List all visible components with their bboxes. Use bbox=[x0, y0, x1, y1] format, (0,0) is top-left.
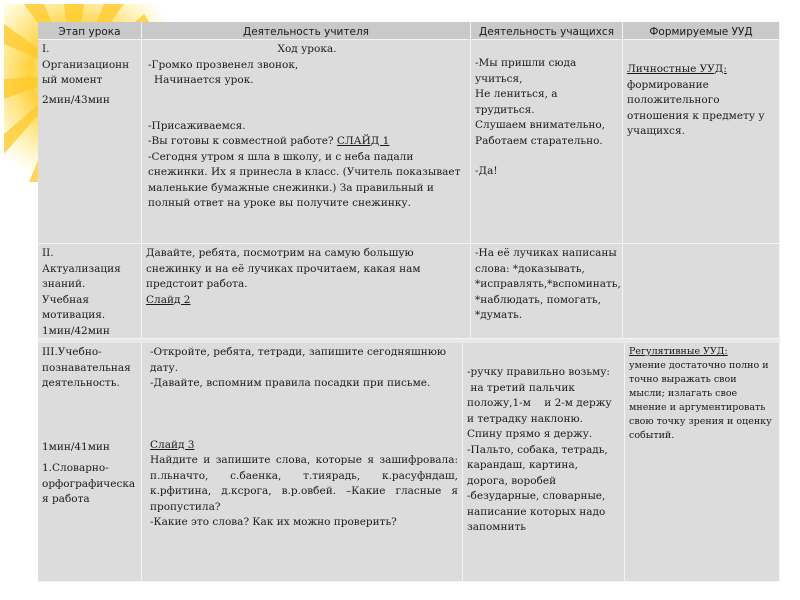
row3-stage-sub: 1.Словарно- bbox=[42, 462, 109, 474]
row3-stage-time: 1мин/41мин bbox=[42, 440, 110, 453]
row3-students-line: -ручку правильно возьму: bbox=[467, 366, 610, 378]
row2-stage-line: Учебная bbox=[42, 293, 89, 306]
row3-students-line: на третий пальчик bbox=[467, 381, 575, 394]
row2-students bbox=[471, 244, 623, 339]
row3-stage-line: познавательная bbox=[42, 361, 131, 374]
row1-students-line: -Мы пришли сюда bbox=[475, 57, 577, 69]
row3-uud-title: Регулятивные УУД: bbox=[629, 346, 728, 357]
row1-students bbox=[471, 40, 623, 244]
row3-uud bbox=[625, 343, 780, 582]
row1-students-line: учиться, bbox=[475, 72, 523, 85]
row3-students bbox=[463, 343, 625, 582]
row1-uud-text: формирование положительного отношения к предмету у учащихся. bbox=[627, 78, 765, 137]
row1-students-line: Работаем старательно. bbox=[475, 134, 603, 147]
row3-stage-line: III.Учебно- bbox=[42, 346, 102, 358]
row1-students-line: Не лениться, а bbox=[475, 88, 558, 100]
row1-stage-line: ый момент bbox=[42, 74, 103, 86]
row2-stage-line: Актуализация bbox=[42, 262, 121, 275]
row1-teacher-question bbox=[148, 134, 466, 150]
row3-stage-line: деятельность. bbox=[42, 377, 120, 389]
row1-teacher-title: Ход урока. bbox=[277, 43, 337, 55]
row3-teacher-question: -Какие это слова? Как их можно проверить? bbox=[150, 516, 397, 528]
row1-uud bbox=[623, 40, 780, 244]
row2-students-text: -На её лучиках написаны слова: *доказывать, *исправлять,*вспоминать, *наблюдать, помогать, *думать. bbox=[475, 247, 621, 321]
row1-stage-time: 2мин/43мин bbox=[42, 93, 110, 106]
row3-students-line: положу,1-м и 2-м держу bbox=[467, 397, 612, 409]
row2-teacher-text: Давайте, ребята, посмотрим на самую большую снежинку и на её лучиках прочитаем, какая нам предстоит работа. bbox=[146, 247, 421, 290]
row1-students-answer: -Да! bbox=[475, 165, 498, 177]
row2-stage-line: мотивация. bbox=[42, 309, 106, 321]
row3-teacher-task: Найдите и запишите слова, которые я зашифровала: п.льначто, с.баенка, т.тиярадь, к.расуфндаш, к.рфитина, д.ксрога, в.р.овбей. –Какие гласные я пропустила? bbox=[150, 454, 458, 513]
row1-teacher-line: -Присаживаемся. bbox=[148, 119, 246, 132]
header-stage: Этап урока bbox=[38, 22, 142, 40]
row1-teacher-line: Начинается урок. bbox=[154, 74, 254, 86]
row2-uud bbox=[623, 244, 780, 339]
row3-students-line: -Пальто, собака, тетрадь, bbox=[467, 443, 608, 456]
row3-students-line: и тетрадку наклоню. bbox=[467, 412, 583, 425]
row3-uud-text: умение достаточно полно и точно выражать свои мысли; излагать свое мнение и аргументировать свою точку зрения и оценку событий. bbox=[629, 360, 772, 441]
slide2-label: Слайд 2 bbox=[146, 293, 191, 306]
row3-students-line: -безударные, словарные, bbox=[467, 490, 606, 502]
slide1-label: СЛАЙД 1 bbox=[336, 135, 390, 147]
row1-students-line: трудиться. bbox=[475, 103, 535, 116]
row3-stage bbox=[38, 343, 142, 582]
row2-teacher bbox=[142, 244, 471, 339]
row3-students-line: запомнить bbox=[467, 521, 526, 533]
row1-teacher-paragraph: -Сегодня утром я шла в школу, и с неба падали снежинки. Их я принесла в класс. (Учитель показывает маленькие бумажные снежинки.) За правильный и полный ответ на уроке вы получите снежинку. bbox=[148, 150, 461, 209]
row1-uud-title: Личностные УУД: bbox=[627, 63, 727, 75]
header-uud: Формируемые УУД bbox=[623, 22, 780, 40]
row1-teacher-question-text: -Вы готовы к совместной работе? bbox=[148, 135, 334, 147]
row2-stage-line: 1мин/42мин bbox=[42, 324, 110, 337]
row1-stage bbox=[38, 40, 142, 244]
row1-teacher-line: -Громко прозвенел звонок, bbox=[148, 58, 299, 71]
row1-students-line: Слушаем внимательно, bbox=[475, 119, 606, 131]
row1-teacher bbox=[142, 40, 471, 244]
header-students: Деятельность учащихся bbox=[471, 22, 623, 40]
row3-teacher-line: -Откройте, ребята, тетради, запишите сегодняшнюю дату. bbox=[150, 346, 446, 374]
row1-stage-line: I. bbox=[42, 43, 50, 55]
row3-teacher bbox=[142, 343, 463, 582]
row1-stage-line: Организационн bbox=[42, 58, 130, 71]
row3-students-line: Спину прямо я держу. bbox=[467, 428, 593, 440]
row3-stage-sub: орфографическа bbox=[42, 477, 136, 490]
row3-students-line: написание которых надо bbox=[467, 505, 606, 518]
row3-students-line: дорога, воробей bbox=[467, 474, 557, 487]
header-teacher: Деятельность учителя bbox=[142, 22, 471, 40]
row3-teacher-line: -Давайте, вспомним правила посадки при письме. bbox=[150, 377, 431, 389]
row3-students-line: карандаш, картина, bbox=[467, 459, 578, 471]
row2-stage bbox=[38, 244, 142, 339]
slide3-label: Слайд 3 bbox=[150, 438, 195, 451]
row2-stage-line: знаний. bbox=[42, 278, 86, 290]
row2-stage-line: II. bbox=[42, 247, 54, 259]
row3-stage-sub: я работа bbox=[42, 493, 90, 505]
